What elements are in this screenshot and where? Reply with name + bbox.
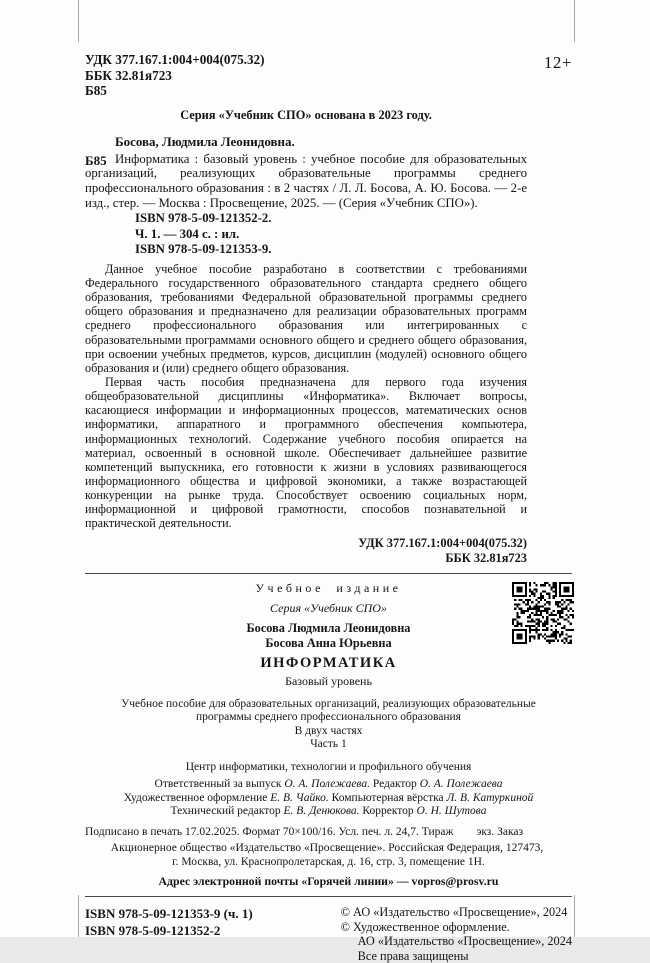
parts-note: В двух частях bbox=[294, 724, 363, 737]
bibliographic-entry bbox=[85, 152, 527, 212]
classification-codes bbox=[85, 52, 527, 99]
bbk-code-bottom: ББК 32.81я723 bbox=[445, 550, 527, 565]
main-column bbox=[85, 52, 527, 566]
udk-code-bottom: УДК 377.167.1:004+004(075.32) bbox=[358, 535, 527, 550]
copyright-line-2: © Художественное оформление. bbox=[340, 919, 510, 934]
crop-mark-top-left bbox=[78, 0, 79, 42]
isbn-part-line: ISBN 978-5-09-121353-9. bbox=[135, 242, 272, 257]
footer-block bbox=[85, 905, 572, 963]
imprint-author-2: Босова Анна Юрьевна bbox=[265, 635, 392, 650]
age-rating-badge: 12+ bbox=[543, 53, 572, 72]
copyright-block bbox=[341, 905, 572, 963]
print-info-line: Подписано в печать 17.02.2025. Формат 70×100/16. Усл. печ. л. 24,7. Тираж экз. Заказ bbox=[85, 825, 547, 838]
section-divider-bottom bbox=[85, 896, 572, 897]
footer-isbn-edition: ISBN 978-5-09-121352-2 bbox=[85, 923, 221, 939]
copyright-line-4: Все права защищены bbox=[357, 948, 469, 963]
classification-codes-bottom bbox=[85, 536, 527, 566]
copyright-line-1: © АО «Издательство «Просвещение», 2024 bbox=[340, 905, 568, 920]
part-info-line: Ч. 1. — 304 с. : ил. bbox=[135, 226, 240, 241]
author-heading: Босова, Людмила Леонидовна. bbox=[115, 133, 295, 149]
edition-type-label: Учебное издание bbox=[255, 580, 402, 595]
crop-mark-top-right bbox=[574, 0, 575, 42]
staff-line-3: Технический редактор Е. В. Денюкова. Корректор О. Н. Шутова bbox=[170, 805, 487, 818]
part-number: Часть 1 bbox=[310, 738, 347, 751]
isbn-edition-line: ISBN 978-5-09-121352-2. bbox=[135, 211, 272, 226]
bbk-code: ББК 32.81я723 bbox=[85, 67, 172, 83]
footer-isbns bbox=[85, 905, 253, 963]
staff-credits bbox=[85, 778, 572, 819]
crop-mark-bottom-right bbox=[574, 895, 575, 937]
page-content bbox=[85, 52, 572, 963]
series-label: Серия «Учебник СПО» bbox=[270, 600, 387, 615]
qr-code bbox=[512, 582, 574, 644]
annotation-paragraph-1: Данное учебное пособие разработано в соответствии с требованиями Федерального государственного образовательного стандарта среднего общего образования, требованиями Федеральной образовательной программы среднего общего образования и предназначено для реализации образовательных программ среднего профессионального образования или интегрированных с образовательными программами основного общего и среднего общего образования, при освоении учебных предметов, курсов, дисциплин (модулей) основного общего образования и (или) среднего общего образования. bbox=[85, 261, 527, 375]
audience-description: Учебное пособие для образовательных организаций, реализующих образовательные программы среднего профессионального образования bbox=[121, 697, 536, 724]
publishing-center: Центр информатики, технологии и профильного обучения bbox=[185, 760, 472, 773]
book-title: ИНФОРМАТИКА bbox=[260, 654, 397, 671]
bibliographic-description: Информатика : базовый уровень : учебное пособие для образовательных организаций, реализующих образовательные программы среднего профессионального образования : в 2 частях / Л. Л. Босова, А. Ю. Босова. — 2-е изд., стер. — Москва : Просвещение, 2025. — (Серия «Учебник СПО»). bbox=[85, 151, 527, 211]
imprint-author-1: Босова Людмила Леонидовна bbox=[246, 620, 411, 635]
footer-isbn-part: ISBN 978-5-09-121353-9 (ч. 1) bbox=[85, 906, 253, 922]
copyright-line-3: АО «Издательство «Просвещение», 2024 bbox=[357, 934, 572, 949]
book-subtitle: Базовый уровень bbox=[285, 673, 372, 688]
section-divider-top bbox=[85, 573, 572, 574]
series-note: Серия «Учебник СПО» основана в 2023 году. bbox=[180, 107, 432, 122]
publisher-address: Акционерное общество «Издательство «Просвещение». Российская Федерация, 127473, г. Москва, ул. Краснопролетарская, д. 16, стр. 3, помещение 1Н. bbox=[110, 842, 547, 868]
annotation-paragraph-2: Первая часть пособия предназначена для первого года изучения общеобразовательной дисциплины «Информатика». Включает вопросы, касающиеся информации и информационных процессов, математических основ информатики, аппаратного и программного обеспечения компьютера, информационных технологий. Содержание учебного пособия опирается на материал, освоенный в основной школе. Обеспечивает дальнейшее развитие компетенций выпускника, его готовности к жизни в условиях развивающегося информационного общества и цифровой экономики, а также возрастающей конкуренции на рынке труда. Способствует освоению социальных норм, информационной и цифровой грамотности, способов познавательной и практической деятельности. bbox=[85, 375, 527, 531]
staff-line-2: Художественное оформление Е. В. Чайко. Компьютерная вёрстка Л. В. Катуркиной bbox=[123, 791, 534, 804]
entry-code: Б85 bbox=[85, 152, 107, 168]
crop-mark-bottom-left bbox=[78, 895, 79, 937]
hotline-email: Адрес электронной почты «Горячей линии» — vopros@prosv.ru bbox=[158, 874, 499, 889]
staff-line-1: Ответственный за выпуск О. А. Полежаева. Редактор О. А. Полежаева bbox=[154, 778, 503, 791]
imprint-section bbox=[85, 581, 572, 890]
udk-code: УДК 377.167.1:004+004(075.32) bbox=[85, 52, 265, 67]
author-sign-code: Б85 bbox=[85, 83, 107, 98]
